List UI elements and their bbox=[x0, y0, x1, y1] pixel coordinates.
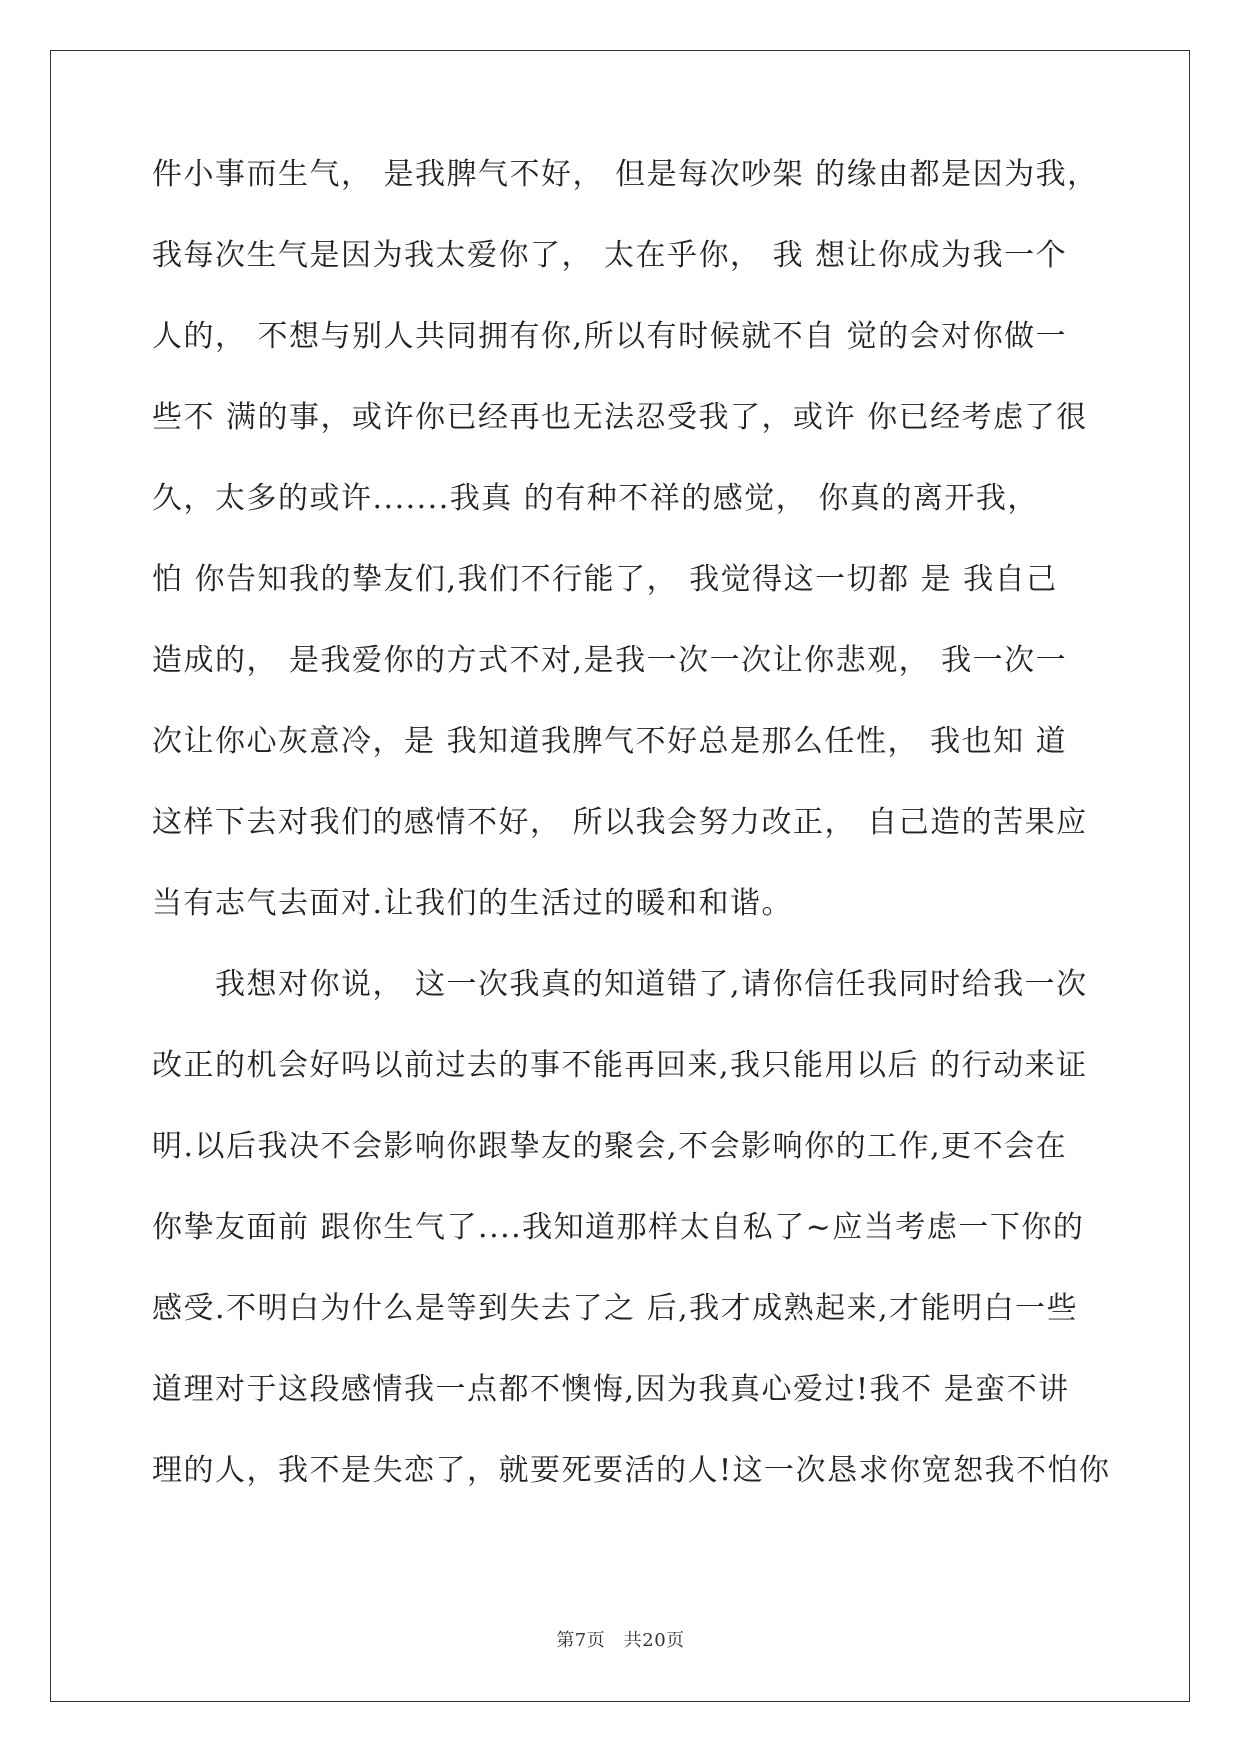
text-line: 我想对你说， 这一次我真的知道错了,请你信任我同时给我一次 bbox=[152, 967, 1088, 1002]
text-line: 些不 满的事，或许你已经再也无法忍受我了，或许 你已经考虑了很 bbox=[152, 400, 1088, 435]
text-line: 感受.不明白为什么是等到失去了之 后,我才成熟起来,才能明白一些 bbox=[152, 1291, 1079, 1326]
text-line: 怕 你告知我的挚友们,我们不行能了， 我觉得这一切都 是 我自己 bbox=[152, 562, 1058, 597]
text-line: 改正的机会好吗以前过去的事不能再回来,我只能用以后 的行动来证 bbox=[152, 1048, 1088, 1083]
text-line: 理的人，我不是失恋了，就要死要活的人!这一次恳求你宽恕我不怕你 bbox=[152, 1453, 1111, 1488]
page-number: 第7页 共20页 bbox=[556, 1630, 685, 1651]
document-body bbox=[152, 157, 1111, 1537]
text-line: 这样下去对我们的感情不好， 所以我会努力改正， 自己造的苦果应 bbox=[152, 805, 1088, 840]
text-line: 明.以后我决不会影响你跟挚友的聚会,不会影响你的工作,更不会在 bbox=[152, 1129, 1068, 1164]
text-line: 造成的， 是我爱你的方式不对,是我一次一次让你悲观， 我一次一 bbox=[152, 643, 1068, 678]
text-line: 道理对于这段感情我一点都不懊悔,因为我真心爱过!我不 是蛮不讲 bbox=[152, 1372, 1070, 1407]
text-line: 人的， 不想与别人共同拥有你,所以有时候就不自 觉的会对你做一 bbox=[152, 319, 1068, 354]
text-line: 件小事而生气， 是我脾气不好， 但是每次吵架 的缘由都是因为我， bbox=[152, 157, 1099, 192]
text-line: 久，太多的或许.......我真 的有种不祥的感觉， 你真的离开我， bbox=[152, 481, 1039, 516]
text-line: 次让你心灰意冷，是 我知道我脾气不好总是那么任性， 我也知 道 bbox=[152, 724, 1068, 759]
text-line: 你挚友面前 跟你生气了....我知道那样太自私了~应当考虑一下你的 bbox=[152, 1210, 1085, 1245]
text-line: 当有志气去面对.让我们的生活过的暖和和谐。 bbox=[152, 886, 794, 921]
text-line: 我每次生气是因为我太爱你了， 太在乎你， 我 想让你成为我一个 bbox=[152, 238, 1068, 273]
